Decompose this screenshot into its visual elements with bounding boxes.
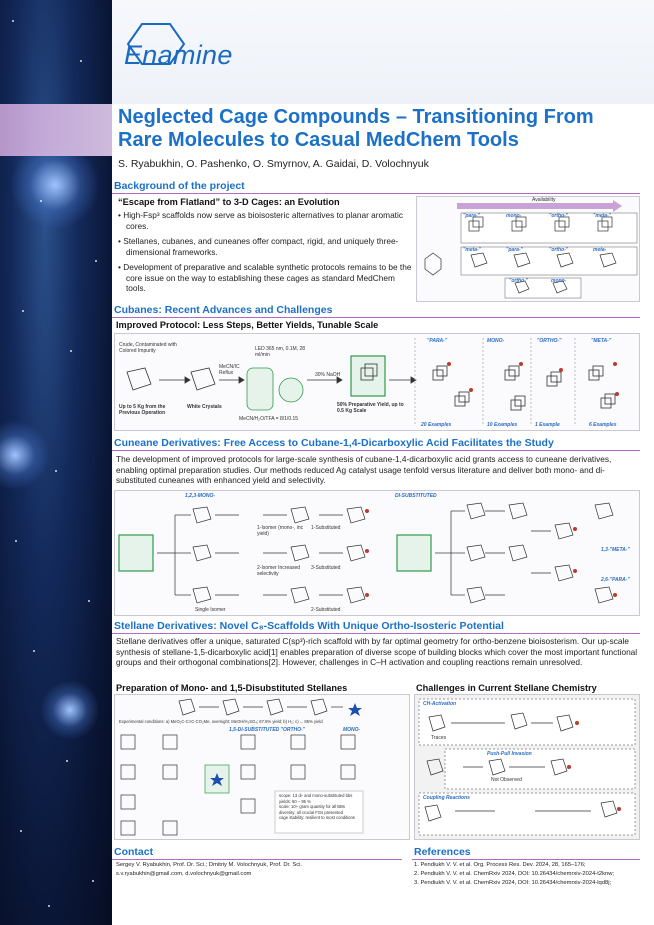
background-heading: Background of the project xyxy=(114,180,245,192)
cage-availability-figure xyxy=(416,196,640,302)
group-label: MONO- xyxy=(487,338,505,344)
scheme-label: MONO- xyxy=(343,727,361,733)
group-label: "ORTHO-" xyxy=(537,338,562,344)
stellane-notes: scope: 13 di- and mono-substituted bbs yields: 60 – 95 % scale: 10+ gram quantity for all BBs diversity: all crucial FGs presented cage stability: resilient to most conditions xyxy=(279,793,355,820)
conditions-text: Experimental conditions: a) MeO₂C-C≡C-CO₂Me, overnight; MeOH/H₂SO₄; 67.5% yield; b) H₂; c) ... 85% yield xyxy=(119,719,323,724)
scheme-label: MeCN/IC Reflux xyxy=(219,364,240,376)
scheme-label: Single Isomer xyxy=(195,607,226,613)
background-bullet: • High-Fsp³ scaffolds now serve as bioisosteric alternatives to planar aromatic cores. xyxy=(118,210,403,231)
cuneane-text: The development of improved protocols for large-scale synthesis of cubane-1,4-dicarboxylic acid grants access to cuneane derivatives, enabling optimal preparation studies. Our methods reduced Ag catalyst usage tenfold versus literature and deliver both mono- and di-substituted cuneanes with enhanced yield and selectivity. xyxy=(116,454,612,486)
figure-label: mono- xyxy=(551,278,567,284)
figure-label: "ortho-" xyxy=(549,247,569,253)
scheme-label: DI-SUBSTITUTED xyxy=(395,493,437,499)
figure-label: meta- xyxy=(593,247,607,253)
stellane-text: Stellane derivatives offer a unique, saturated C(sp³)-rich scaffold with by far optimal geometry for ortho-benzene bioisosterism. Our up-scale synthesis of stellane-1,5-dicarboxylic acid[1] enables preparation of diverse scope of building blocks which cover the most important functional groups and their orthogonal combinations[2]. However, challenges in C–H activation and coupling reactions remain unresolved. xyxy=(116,636,638,668)
contact-heading: Contact xyxy=(114,846,154,858)
scheme-label: 1-Substituted xyxy=(311,525,341,531)
figure-label: "para-" xyxy=(506,247,523,253)
scheme-label: Crude, Contaminated with Colored Impurity xyxy=(119,342,177,354)
stellane-heading: Stellane Derivatives: Novel C₈-Scaffolds With Unique Ortho-Isosteric Potential xyxy=(114,620,504,632)
stellane-challenges-scheme xyxy=(414,694,640,840)
figure-label: "ortho-" xyxy=(549,213,569,219)
section-divider xyxy=(412,859,640,860)
figure-label: "para-" xyxy=(463,213,480,219)
contact-names: Sergey V. Ryabukhin, Prof. Dr. Sci.; Dmitriy M. Volochnyuk, Prof. Dr. Sci. xyxy=(116,862,302,868)
background-bullet: • Stellanes, cubanes, and cuneanes offer compact, rigid, and uniquely three-dimensional frameworks. xyxy=(118,236,399,257)
scheme-label: LED 365 nm, 0.1M, 28 ml/min xyxy=(255,346,306,358)
section-divider xyxy=(112,317,640,318)
scheme-label: 2-Substituted xyxy=(311,607,341,613)
reference-item: 1. Pendiukh V. V. et al. Org. Process Res. Dev. 2024, 28, 165–176; xyxy=(414,862,586,868)
examples-label: 10 Examples xyxy=(487,422,518,428)
challenge-label: Coupling Reactions xyxy=(423,795,470,801)
scheme-label: MeCN/H₂O/TFA = 8/1/0.15 xyxy=(239,416,299,422)
challenge-label: Traces xyxy=(431,735,447,741)
scheme-label: 1-Isomer (mono-, inc yield) xyxy=(257,525,304,537)
challenge-label: CH-Activation xyxy=(423,701,457,707)
availability-label: Availability xyxy=(532,197,556,203)
examples-label: 20 Examples xyxy=(421,422,452,428)
section-divider xyxy=(112,450,640,451)
stellane-prep-heading: Preparation of Mono- and 1,5-Disubstituted Stellanes xyxy=(116,683,348,693)
poster-title: Neglected Cage Compounds – Transitioning From Rare Molecules to Casual MedChem Tools xyxy=(118,106,594,151)
scheme-label: White Crystals xyxy=(187,404,222,410)
header-band xyxy=(0,104,112,156)
scheme-label: 30% NaOH xyxy=(315,372,341,378)
challenge-label: Not Observed xyxy=(491,777,522,783)
scheme-label: 1,3-"META-" xyxy=(601,547,630,553)
section-divider xyxy=(112,193,640,194)
figure-label: "ortho-" xyxy=(509,278,529,284)
group-label: "META-" xyxy=(591,338,612,344)
scheme-label: 2,6-"PARA-" xyxy=(601,577,630,583)
cubane-scheme xyxy=(114,333,640,431)
section-divider xyxy=(112,633,640,634)
section-divider xyxy=(112,859,402,860)
cubanes-heading: Cubanes: Recent Advances and Challenges xyxy=(114,304,333,316)
stellane-challenges-heading: Challenges in Current Stellane Chemistry xyxy=(416,683,597,693)
scheme-label: 1,2,3-MONO- xyxy=(185,493,216,499)
scheme-label: Up to 5 Kg from the Previous Operation xyxy=(119,404,166,416)
group-label: "PARA-" xyxy=(427,338,448,344)
contact-emails[interactable]: s.v.ryabukhin@gmail.com, d.volochnyuk@gmail.com xyxy=(116,871,252,877)
reference-item: 2. Pendiukh V. V. et al. ChemRxiv 2024, DOI: 10.26434/chemrxiv-2024-t2knw; xyxy=(414,871,614,877)
logo-text: Enamine xyxy=(124,40,233,70)
reference-item: 3. Pendiukh V. V. et al. ChemRxiv 2024, DOI: 10.26434/chemrxiv-2024-lqd8j; xyxy=(414,880,612,886)
scheme-label: 50% Preparative Yield, up to 0.5 Kg Scale xyxy=(337,402,404,414)
cuneane-heading: Cuneane Derivatives: Free Access to Cubane-1,4-Dicarboxylic Acid Facilitates the Study xyxy=(114,437,554,449)
stellane-prep-scheme xyxy=(114,694,410,840)
authors: S. Ryabukhin, O. Pashenko, O. Smyrnov, A. Gaidai, D. Volochnyuk xyxy=(118,158,429,170)
background-subheading: “Escape from Flatland” to 3-D Cages: an Evolution xyxy=(118,197,340,207)
figure-label: "meta-" xyxy=(463,247,482,253)
cuneane-scheme xyxy=(114,490,640,616)
scheme-label: 1,5-DI-SUBSTITUTED "ORTHO-" xyxy=(229,727,306,733)
scheme-label: 3-Substituted xyxy=(311,565,341,571)
examples-label: 1 Example xyxy=(535,422,560,428)
examples-label: 6 Examples xyxy=(589,422,617,428)
references-heading: References xyxy=(414,846,471,858)
scheme-label: 2-Isomer Increased selectivity xyxy=(257,565,301,577)
figure-label: "meta-" xyxy=(593,213,612,219)
challenge-label: Push-Pull Invasion xyxy=(487,751,532,757)
cubanes-subheading: Improved Protocol: Less Steps, Better Yields, Tunable Scale xyxy=(116,320,379,330)
figure-label: mono- xyxy=(506,213,522,219)
background-bullet: • Development of preparative and scalable synthetic protocols remains to be the core issue on the way to establishing these cages as standard MedChem tools. xyxy=(118,262,412,294)
